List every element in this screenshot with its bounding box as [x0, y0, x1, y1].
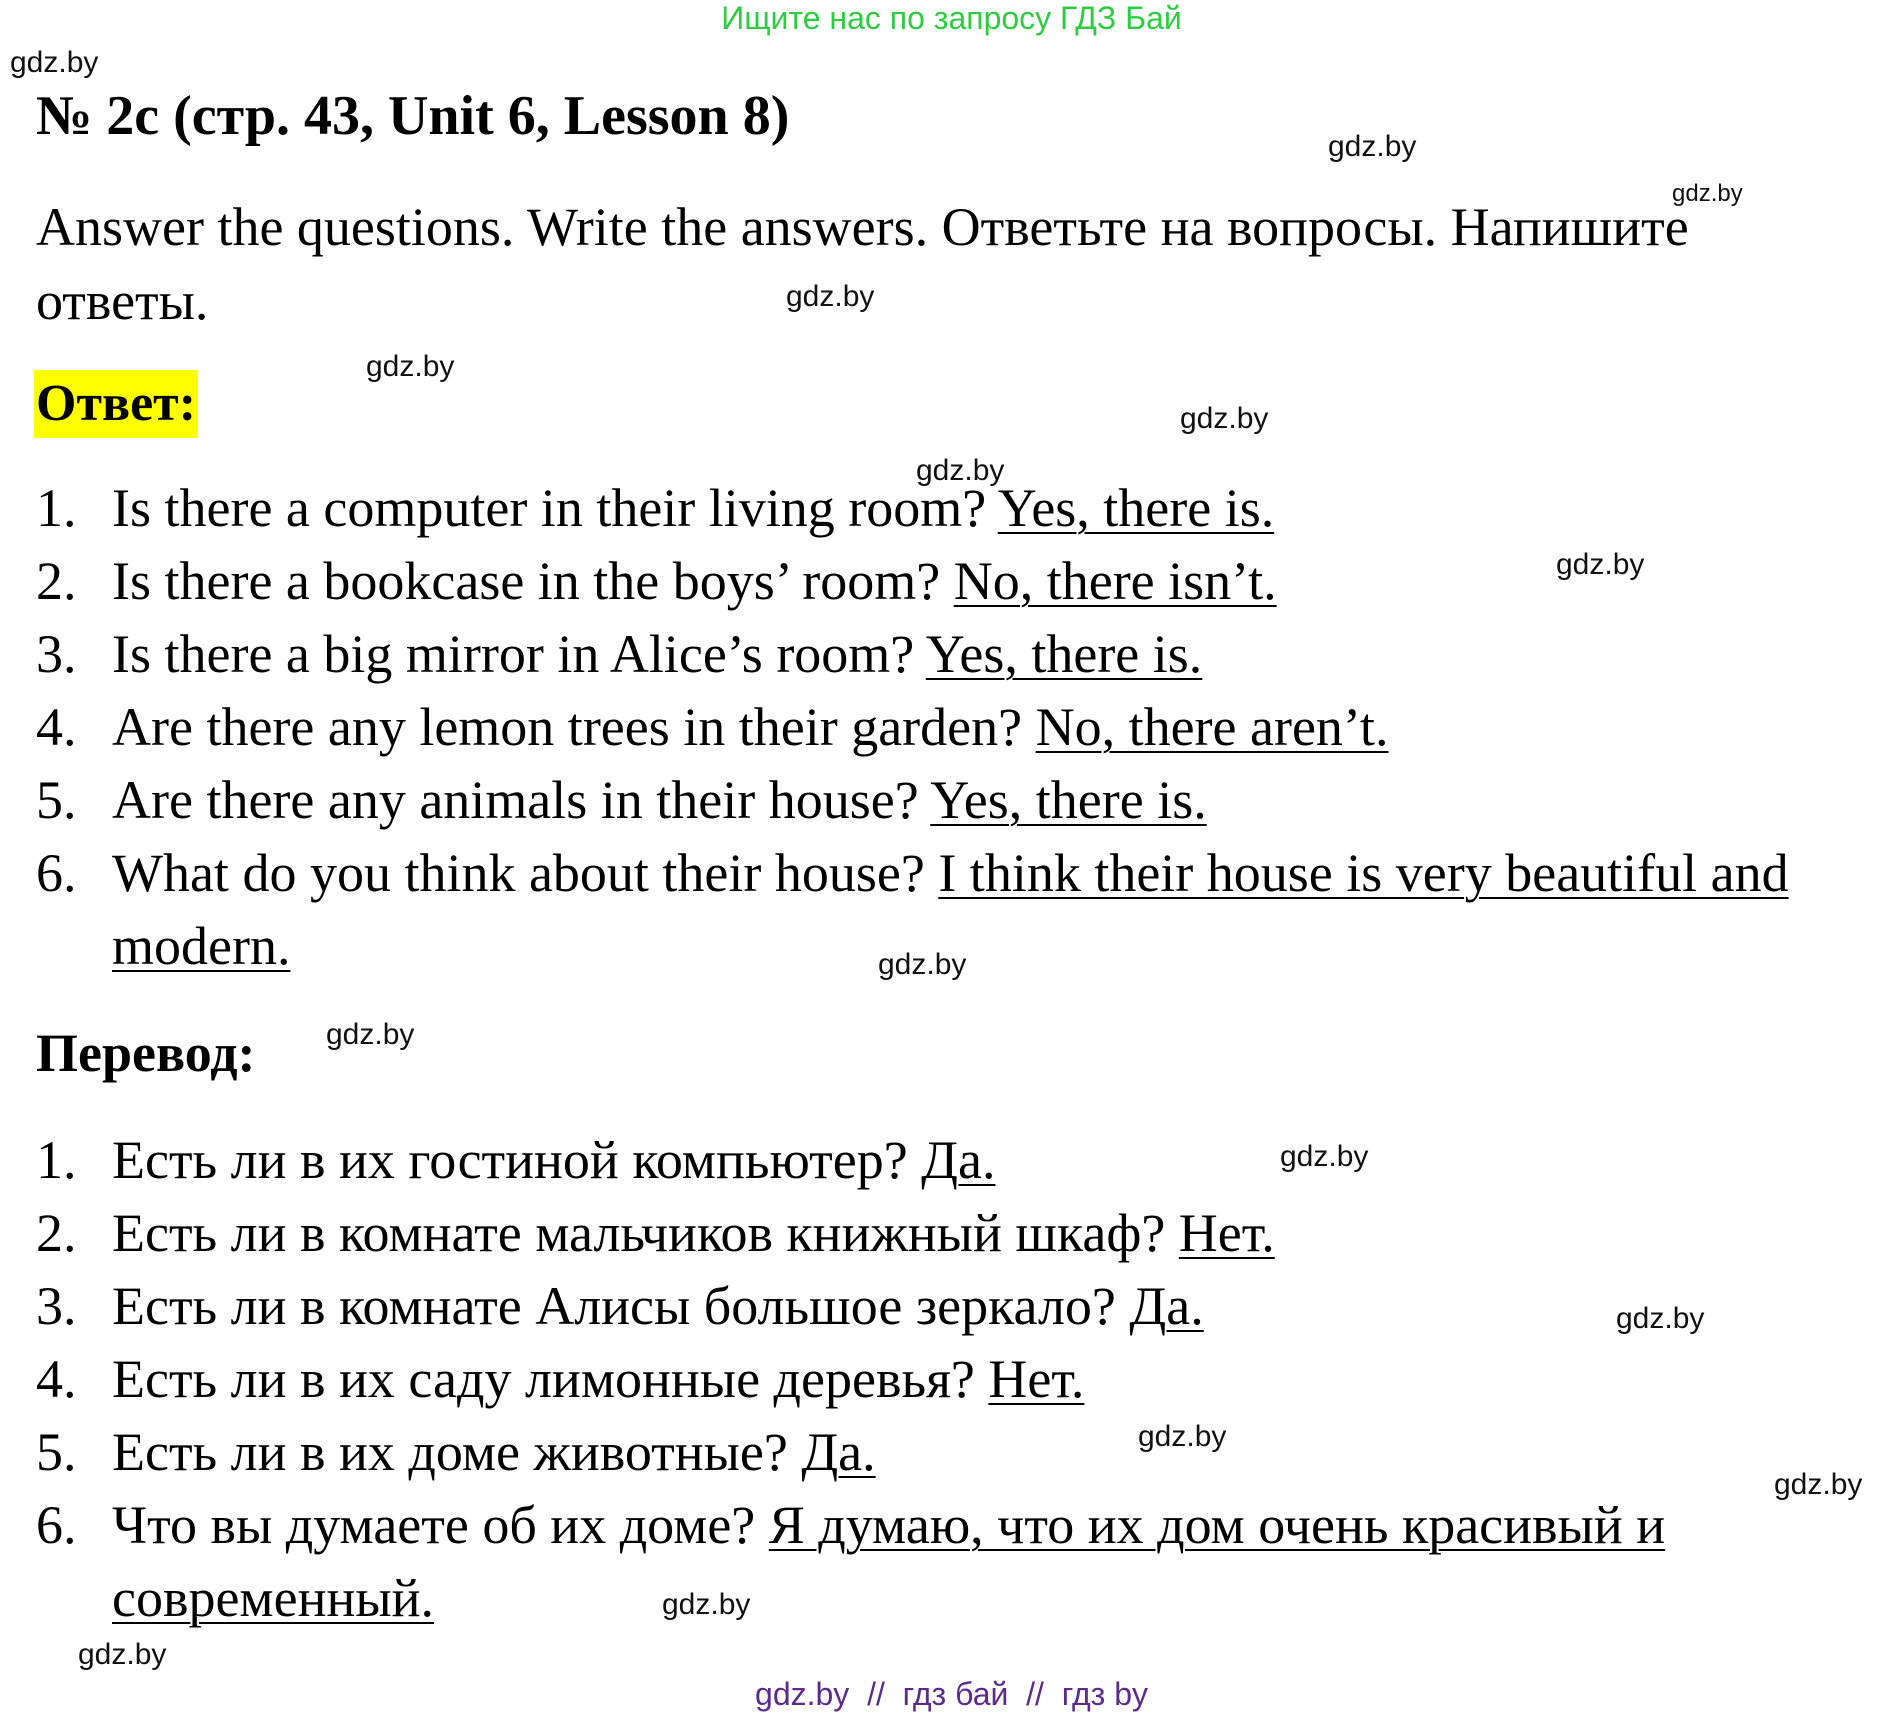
question-text: Есть ли в комнате мальчиков книжный шкаф? — [112, 1203, 1166, 1263]
translation-heading: Перевод: — [36, 1023, 256, 1083]
answer-text: Да. — [921, 1130, 996, 1190]
question-text: Есть ли в их гостиной компьютер? — [112, 1130, 908, 1190]
answer-text: No, there aren’t. — [1035, 697, 1389, 757]
answer-text: I think their house is very beautiful and modern. — [112, 843, 1789, 976]
watermark: gdz.by — [10, 46, 99, 79]
question-text: Что вы думаете об их доме? — [112, 1495, 756, 1555]
answer-text: Нет. — [1178, 1203, 1275, 1263]
answer-text: Да. — [801, 1422, 876, 1482]
list-item — [36, 618, 1866, 691]
item-number: 2. — [36, 551, 77, 611]
list-item — [36, 1197, 1866, 1270]
answers-list — [36, 472, 1866, 983]
translations-list — [36, 1124, 1866, 1635]
watermark: gdz.by — [326, 1018, 415, 1051]
item-number: 1. — [36, 1130, 77, 1190]
question-text: Is there a computer in their living room? — [112, 478, 987, 538]
question-text: Is there a bookcase in the boys’ room? — [112, 551, 941, 611]
item-number: 2. — [36, 1203, 77, 1263]
question-text: Есть ли в их доме животные? — [112, 1422, 788, 1482]
item-number: 4. — [36, 1349, 77, 1409]
list-item — [36, 1124, 1866, 1197]
list-item — [36, 837, 1866, 983]
answer-text: Нет. — [988, 1349, 1085, 1409]
list-item — [36, 1489, 1866, 1635]
watermark: gdz.by — [1556, 548, 1645, 581]
watermark: gdz.by — [662, 1588, 751, 1621]
item-number: 3. — [36, 624, 77, 684]
item-number: 5. — [36, 770, 77, 830]
search-banner: Ищите нас по запросу ГДЗ Бай — [721, 0, 1182, 36]
answer-text: No, there isn’t. — [953, 551, 1277, 611]
item-number: 4. — [36, 697, 77, 757]
list-item — [36, 1270, 1866, 1343]
question-text: What do you think about their house? — [112, 843, 925, 903]
answer-text: Я думаю, что их дом очень красивый и современный. — [112, 1495, 1666, 1628]
watermark: gdz.by — [1616, 1302, 1705, 1335]
watermark: gdz.by — [916, 454, 1005, 487]
list-item — [36, 1416, 1866, 1489]
page-title: № 2c (стр. 43, Unit 6, Lesson 8) — [36, 85, 790, 147]
answer-text: Yes, there is. — [930, 770, 1207, 830]
answer-heading: Ответ: — [34, 370, 198, 438]
watermark: gdz.by — [1774, 1468, 1863, 1501]
question-text: Есть ли в их саду лимонные деревья? — [112, 1349, 975, 1409]
list-item — [36, 1343, 1866, 1416]
list-item — [36, 764, 1866, 837]
footer-links: gdz.by // гдз бай // гдз by — [755, 1676, 1148, 1712]
list-item — [36, 545, 1866, 618]
watermark: gdz.by — [878, 948, 967, 981]
list-item — [36, 472, 1866, 545]
question-text: Are there any lemon trees in their garden? — [112, 697, 1023, 757]
answer-text: Да. — [1129, 1276, 1204, 1336]
watermark: gdz.by — [1672, 180, 1743, 207]
item-number: 6. — [36, 1495, 77, 1555]
watermark: gdz.by — [1328, 130, 1417, 163]
task-instruction: Answer the questions. Write the answers. Ответьте на вопросы. Напишите ответы. — [36, 197, 1689, 331]
watermark: gdz.by — [366, 350, 455, 383]
answer-text: Yes, there is. — [925, 624, 1203, 684]
list-item — [36, 691, 1866, 764]
watermark: gdz.by — [1280, 1140, 1369, 1173]
watermark: gdz.by — [78, 1638, 167, 1671]
answer-text: Yes, there is. — [997, 478, 1275, 538]
watermark: gdz.by — [786, 280, 875, 313]
item-number: 6. — [36, 843, 77, 903]
question-text: Есть ли в комнате Алисы большое зеркало? — [112, 1276, 1116, 1336]
item-number: 5. — [36, 1422, 77, 1482]
item-number: 3. — [36, 1276, 77, 1336]
item-number: 1. — [36, 478, 77, 538]
watermark: gdz.by — [1138, 1420, 1227, 1453]
watermark: gdz.by — [1180, 402, 1269, 435]
question-text: Is there a big mirror in Alice’s room? — [112, 624, 915, 684]
question-text: Are there any animals in their house? — [112, 770, 919, 830]
